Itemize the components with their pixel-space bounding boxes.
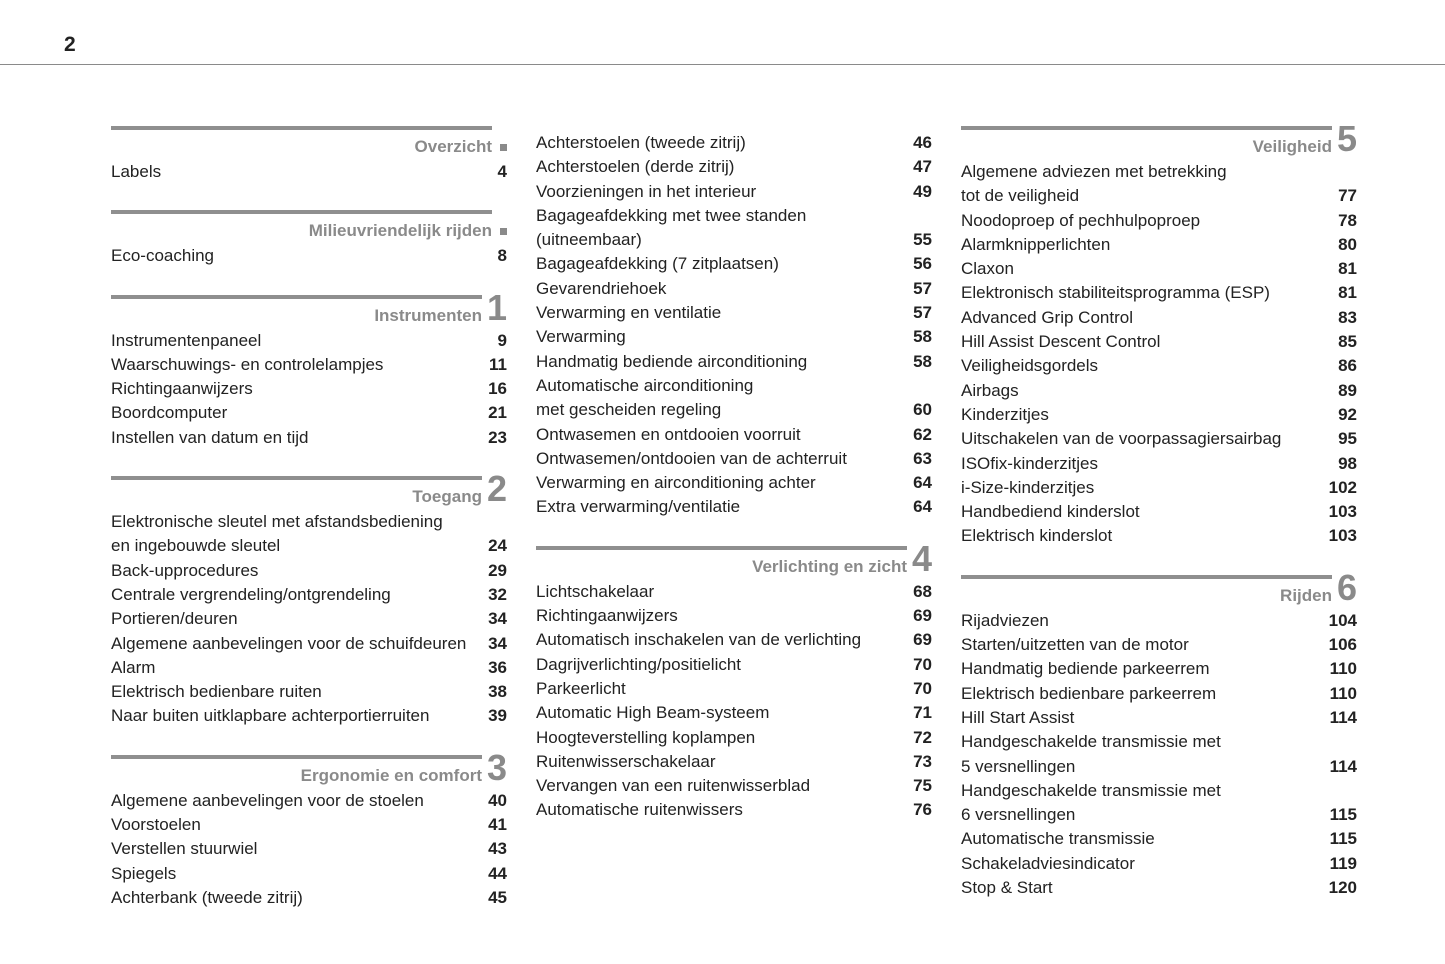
toc-entry[interactable] (536, 398, 932, 422)
section-number: 3 (486, 746, 507, 788)
toc-entry-title: Boordcomputer (111, 403, 228, 423)
toc-entry[interactable] (961, 160, 1357, 184)
toc-entry-page-number: 83 (1338, 307, 1357, 327)
toc-entry[interactable] (111, 329, 507, 353)
toc-entry-title: i-Size-kinderzitjes (961, 477, 1095, 497)
toc-entry[interactable] (536, 423, 932, 447)
toc-entry-title: Elektronische sleutel met afstandsbediening (111, 512, 443, 532)
toc-entry-title: Elektrisch bedienbare parkeerrem (961, 683, 1217, 703)
toc-entry-page-number: 98 (1338, 453, 1357, 473)
toc-entry-page-number: 39 (488, 706, 507, 726)
toc-entry[interactable] (536, 180, 932, 204)
toc-entry-page-number: 45 (488, 887, 507, 907)
section-header (111, 126, 492, 158)
toc-entry-title: Instrumentenpaneel (111, 330, 262, 350)
toc-entry-title: Lichtschakelaar (536, 581, 655, 601)
page-number: 2 (64, 33, 76, 56)
toc-entry-page-number: 114 (1329, 707, 1357, 727)
toc-entry[interactable] (111, 632, 507, 656)
toc-entry-title: Kinderzitjes (961, 404, 1049, 424)
toc-entry-title: Hill Start Assist (961, 707, 1075, 727)
toc-entry-page-number: 46 (913, 133, 932, 152)
toc-entry-title: met gescheiden regeling (536, 400, 722, 420)
toc-entry-title: Gevarendriehoek (536, 278, 667, 298)
toc-section (111, 126, 507, 184)
toc-entry-title: Verwarming en airconditioning achter (536, 473, 816, 493)
toc-entry-page-number: 75 (913, 776, 932, 796)
toc-entry-page-number: 23 (488, 427, 507, 447)
toc-entry-title: Back-upprocedures (111, 560, 259, 580)
section-number: 1 (486, 286, 507, 328)
toc-entry-page-number: 16 (488, 379, 507, 399)
section-entries (111, 327, 507, 450)
toc-entry-page-number: 11 (489, 354, 507, 374)
toc-entry-title: Starten/uitzetten van de motor (961, 635, 1189, 655)
toc-entry-page-number: 73 (913, 751, 932, 771)
section-entries (961, 158, 1357, 549)
toc-entry[interactable] (961, 306, 1357, 330)
toc-entry-page-number: 40 (488, 790, 507, 810)
toc-entry-page-number: 47 (913, 157, 932, 177)
section-header (111, 746, 507, 788)
toc-entry-page-number: 62 (913, 424, 932, 444)
toc-entry-title: Portieren/deuren (111, 609, 238, 629)
toc-entry[interactable] (536, 204, 932, 228)
toc-entry-title: 6 versnellingen (961, 805, 1076, 825)
section-title: Ergonomie en comfort (300, 765, 482, 785)
toc-entry-title: Automatische airconditioning (536, 375, 754, 395)
toc-section (111, 210, 507, 268)
toc-entry-title: Waarschuwings- en controlelampjes (111, 354, 384, 374)
toc-entry-page-number: 119 (1329, 853, 1357, 873)
toc-entry-title: Richtingaanwijzers (111, 379, 253, 399)
toc-entry[interactable] (536, 252, 932, 276)
toc-entry[interactable] (536, 677, 932, 701)
section-entries (961, 607, 1357, 901)
toc-entry-title: Automatisch inschakelen van de verlichting (536, 630, 862, 650)
toc-entry[interactable] (111, 680, 507, 704)
section-entries (111, 508, 507, 729)
toc-entry[interactable] (111, 583, 507, 607)
toc-entry-title: Handbediend kinderslot (961, 502, 1140, 522)
toc-entry-title: Bagageafdekking met twee standen (536, 205, 807, 225)
toc-entry-page-number: 104 (1328, 610, 1357, 630)
toc-entry[interactable] (536, 277, 932, 301)
toc-entry-title: Eco-coaching (111, 246, 215, 266)
toc-entry-title: Achterstoelen (derde zitrij) (536, 157, 735, 177)
toc-entry-page-number: 110 (1329, 659, 1357, 679)
toc-entry[interactable] (111, 510, 507, 534)
toc-entry-title: Elektrisch kinderslot (961, 526, 1113, 546)
toc-entry-page-number: 44 (488, 863, 507, 883)
toc-entry-page-number: 102 (1328, 477, 1357, 497)
toc-entry-title: Centrale vergrendeling/ontgrendeling (111, 584, 391, 604)
toc-entry-title: Automatische ruitenwissers (536, 800, 743, 820)
toc-entry[interactable] (961, 633, 1357, 657)
toc-entry-page-number: 64 (913, 473, 932, 493)
toc-entry[interactable] (536, 653, 932, 677)
toc-entry[interactable] (111, 244, 507, 268)
toc-entry-page-number: 34 (488, 609, 507, 629)
toc-entry-page-number: 8 (497, 246, 507, 266)
section-title: Veiligheid (1252, 137, 1332, 156)
toc-entry[interactable] (536, 325, 932, 349)
toc-entry-title: Handmatig bediende parkeerrem (961, 659, 1210, 679)
toc-entry-page-number: 58 (913, 351, 932, 371)
toc-entry-page-number: 103 (1328, 502, 1357, 522)
toc-entry[interactable] (961, 779, 1357, 803)
toc-entry[interactable] (961, 682, 1357, 706)
toc-entry-page-number: 36 (488, 657, 507, 677)
toc-entry[interactable] (536, 155, 932, 179)
section-title: Instrumenten (374, 305, 482, 325)
toc-entry-title: Algemene aanbevelingen voor de stoelen (111, 790, 424, 810)
toc-column-3 (961, 118, 1357, 926)
toc-entry[interactable] (111, 704, 507, 728)
toc-entry-page-number: 81 (1338, 283, 1357, 303)
toc-entry-page-number: 57 (913, 303, 932, 323)
toc-entry-title: en ingebouwde sleutel (111, 536, 281, 556)
toc-entry-page-number: 76 (913, 800, 932, 820)
toc-entry-title: Verwarming en ventilatie (536, 303, 722, 323)
toc-entry-page-number: 49 (913, 181, 932, 201)
toc-entry-page-number: 77 (1338, 186, 1357, 206)
square-bullet-icon (500, 144, 507, 151)
toc-entry[interactable] (961, 427, 1357, 451)
toc-column-2 (536, 126, 932, 849)
section-title: Milieuvriendelijk rijden (308, 221, 492, 241)
toc-entry[interactable] (961, 827, 1357, 851)
toc-entry-title: Airbags (961, 380, 1019, 400)
toc-entry[interactable] (111, 559, 507, 583)
toc-entry-page-number: 60 (913, 400, 932, 420)
continued-entries (536, 126, 932, 520)
toc-entry-page-number: 103 (1328, 526, 1357, 546)
toc-entry-page-number: 106 (1328, 635, 1357, 655)
toc-entry-page-number: 57 (913, 278, 932, 298)
toc-section (961, 566, 1357, 901)
section-number: 4 (911, 537, 932, 579)
toc-entry[interactable] (111, 353, 507, 377)
toc-entry-title: Vervangen van een ruitenwisserblad (536, 776, 811, 796)
toc-entry-page-number: 32 (488, 584, 507, 604)
toc-entry[interactable] (111, 862, 507, 886)
toc-entry-page-number: 69 (913, 606, 932, 626)
toc-entry-page-number: 4 (497, 162, 507, 181)
toc-entry-title: Naar buiten uitklapbare achterportierruiten (111, 706, 430, 726)
toc-entry-title: Ontwasemen/ontdooien van de achterruit (536, 448, 847, 468)
toc-entry[interactable] (961, 330, 1357, 354)
toc-entry-title: Uitschakelen van de voorpassagiersairbag (961, 429, 1282, 449)
toc-entry[interactable] (111, 886, 507, 910)
toc-entry-page-number: 43 (488, 839, 507, 859)
toc-entry-title: Dagrijverlichting/positielicht (536, 654, 742, 674)
toc-entry[interactable] (961, 452, 1357, 476)
toc-entry-title: Elektronisch stabiliteitsprogramma (ESP) (961, 283, 1270, 303)
toc-entry[interactable] (961, 500, 1357, 524)
toc-entry[interactable] (536, 301, 932, 325)
section-entries (111, 158, 507, 184)
toc-entry-title: Achterbank (tweede zitrij) (111, 887, 303, 907)
toc-entry-page-number: 78 (1338, 210, 1357, 230)
toc-entry-page-number: 95 (1338, 429, 1357, 449)
toc-entry-title: Ontwasemen en ontdooien voorruit (536, 424, 801, 444)
toc-entry-page-number: 81 (1338, 259, 1357, 279)
toc-entry[interactable] (536, 628, 932, 652)
toc-entry[interactable] (111, 789, 507, 813)
toc-entry-title: Schakeladviesindicator (961, 853, 1135, 873)
toc-entry[interactable] (536, 471, 932, 495)
toc-entry-page-number: 55 (913, 230, 932, 250)
toc-entry[interactable] (961, 184, 1357, 208)
toc-entry-page-number: 70 (913, 654, 932, 674)
square-bullet-icon (500, 228, 507, 235)
toc-entry-page-number: 110 (1329, 683, 1357, 703)
toc-entry-page-number: 80 (1338, 234, 1357, 254)
toc-entry-page-number: 68 (913, 581, 932, 601)
toc-entry[interactable] (961, 755, 1357, 779)
toc-section (961, 118, 1357, 549)
toc-entry-title: Alarm (111, 657, 156, 677)
section-entries (111, 787, 507, 910)
toc-entry[interactable] (961, 657, 1357, 681)
toc-entry-page-number: 69 (913, 630, 932, 650)
toc-entry-title: Hill Assist Descent Control (961, 332, 1161, 352)
toc-entry[interactable] (536, 350, 932, 374)
toc-entry[interactable] (961, 354, 1357, 378)
toc-entry-title: Stop & Start (961, 878, 1053, 898)
toc-entry-title: Parkeerlicht (536, 678, 626, 698)
toc-entry[interactable] (536, 750, 932, 774)
toc-entry-page-number: 24 (488, 536, 507, 556)
toc-entry-page-number: 56 (913, 254, 932, 274)
toc-entry-title: Claxon (961, 259, 1014, 279)
toc-entry-title: (uitneembaar) (536, 230, 642, 250)
section-title: Rijden (1280, 585, 1332, 605)
toc-entry[interactable] (536, 580, 932, 604)
toc-entry-page-number: 38 (488, 682, 507, 702)
toc-entry-page-number: 85 (1338, 332, 1357, 352)
toc-entry-title: Hoogteverstelling koplampen (536, 727, 756, 747)
toc-entry[interactable] (961, 379, 1357, 403)
toc-entry-page-number: 21 (488, 403, 507, 423)
toc-entry-page-number: 72 (913, 727, 932, 747)
toc-entry[interactable] (111, 160, 507, 184)
toc-entry-title: Instellen van datum en tijd (111, 427, 309, 447)
toc-entry-page-number: 120 (1328, 878, 1357, 898)
toc-entry-page-number: 58 (913, 327, 932, 347)
toc-entry[interactable] (961, 609, 1357, 633)
toc-entry-title: Labels (111, 162, 162, 181)
toc-entry-title: Algemene adviezen met betrekking (961, 162, 1227, 181)
toc-entry-title: Algemene aanbevelingen voor de schuifdeuren (111, 633, 467, 653)
toc-entry[interactable] (961, 257, 1357, 281)
section-title: Toegang (412, 487, 482, 507)
toc-entry[interactable] (961, 706, 1357, 730)
toc-entry-title: Achterstoelen (tweede zitrij) (536, 133, 746, 152)
toc-entry[interactable] (111, 656, 507, 680)
toc-entry-page-number: 114 (1329, 756, 1357, 776)
section-header (961, 566, 1357, 608)
toc-entry[interactable] (536, 374, 932, 398)
toc-entry-page-number: 115 (1329, 829, 1357, 849)
section-number: 6 (1336, 566, 1357, 608)
toc-entry-title: Voorstoelen (111, 815, 201, 835)
toc-entry-title: Spiegels (111, 863, 177, 883)
toc-entry[interactable] (961, 803, 1357, 827)
toc-entry[interactable] (961, 852, 1357, 876)
toc-entry-title: Bagageafdekking (7 zitplaatsen) (536, 254, 779, 274)
toc-entry[interactable] (961, 524, 1357, 548)
toc-entry[interactable] (536, 495, 932, 519)
toc-entry[interactable] (961, 233, 1357, 257)
page-top-rule (0, 64, 1445, 65)
toc-entry-title: Elektrisch bedienbare ruiten (111, 682, 322, 702)
toc-column-1 (111, 126, 507, 936)
toc-entry-title: Noodoproep of pechhulpoproep (961, 210, 1201, 230)
toc-entry[interactable] (111, 426, 507, 450)
section-header (111, 468, 507, 510)
toc-entry-title: Alarmknipperlichten (961, 234, 1111, 254)
section-header (111, 286, 507, 328)
toc-entry-title: Handgeschakelde transmissie met (961, 732, 1221, 752)
toc-entry[interactable] (536, 447, 932, 471)
section-header (536, 537, 932, 579)
toc-entry-title: Richtingaanwijzers (536, 606, 678, 626)
toc-entry-title: Handgeschakelde transmissie met (961, 780, 1221, 800)
toc-entry-title: Verwarming (536, 327, 626, 347)
toc-entry[interactable] (536, 726, 932, 750)
toc-entry-page-number: 64 (913, 497, 932, 517)
toc-entry-page-number: 63 (913, 448, 932, 468)
toc-entry[interactable] (961, 209, 1357, 233)
toc-entry-title: Ruitenwisserschakelaar (536, 751, 716, 771)
toc-entry[interactable] (111, 534, 507, 558)
toc-entry-page-number: 86 (1338, 356, 1357, 376)
section-number: 5 (1336, 118, 1357, 159)
section-entries (536, 578, 932, 823)
toc-entry-page-number: 115 (1329, 805, 1357, 825)
section-header (961, 118, 1357, 159)
toc-entry-title: Veiligheidsgordels (961, 356, 1099, 376)
toc-entry[interactable] (536, 604, 932, 628)
section-title: Verlichting en zicht (752, 556, 907, 576)
toc-entry-title: Voorzieningen in het interieur (536, 181, 757, 201)
toc-entry[interactable] (961, 730, 1357, 754)
toc-entry-page-number: 89 (1338, 380, 1357, 400)
toc-entry[interactable] (111, 607, 507, 631)
toc-entry[interactable] (536, 228, 932, 252)
toc-entry[interactable] (111, 401, 507, 425)
toc-entry-title: Automatische transmissie (961, 829, 1155, 849)
toc-section (111, 746, 507, 910)
toc-entry[interactable] (111, 813, 507, 837)
toc-entry-title: ISOfix-kinderzitjes (961, 453, 1098, 473)
toc-entry[interactable] (111, 837, 507, 861)
toc-entry-page-number: 29 (488, 560, 507, 580)
toc-section (111, 286, 507, 450)
toc-entry-title: Handmatig bediende airconditioning (536, 351, 808, 371)
toc-entry[interactable] (961, 281, 1357, 305)
toc-entry[interactable] (961, 476, 1357, 500)
toc-entry[interactable] (536, 131, 932, 155)
toc-entry-page-number: 41 (488, 815, 507, 835)
toc-entry-page-number: 9 (497, 330, 507, 350)
toc-entry-title: Verstellen stuurwiel (111, 839, 258, 859)
toc-entry-title: Extra verwarming/ventilatie (536, 497, 741, 517)
toc-entry[interactable] (536, 701, 932, 725)
toc-section (111, 468, 507, 729)
toc-entry[interactable] (961, 876, 1357, 900)
toc-section (536, 537, 932, 823)
toc-entry[interactable] (111, 377, 507, 401)
toc-entry[interactable] (536, 798, 932, 822)
toc-entry[interactable] (961, 403, 1357, 427)
toc-entry-page-number: 92 (1338, 404, 1357, 424)
toc-entry-title: 5 versnellingen (961, 756, 1076, 776)
toc-entry-title: Automatic High Beam-systeem (536, 703, 770, 723)
section-entries (111, 242, 507, 268)
toc-entry-page-number: 71 (913, 703, 932, 723)
section-header (111, 210, 492, 242)
toc-entry-title: Advanced Grip Control (961, 307, 1133, 327)
section-number: 2 (486, 468, 507, 510)
toc-entry-page-number: 70 (913, 678, 932, 698)
toc-entry-title: tot de veiligheid (961, 186, 1080, 206)
toc-entry-title: Rijadviezen (961, 610, 1049, 630)
toc-entry-page-number: 34 (488, 633, 507, 653)
section-title: Overzicht (414, 137, 492, 156)
toc-entry[interactable] (536, 774, 932, 798)
